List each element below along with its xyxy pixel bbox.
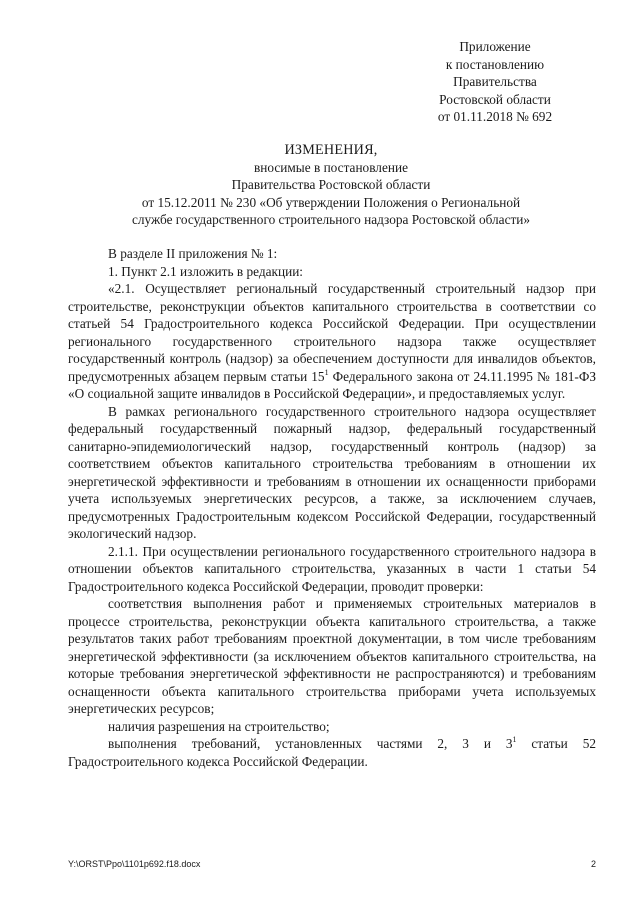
paragraph-requirements (68, 735, 596, 770)
title-heading: ИЗМЕНЕНИЯ, (284, 142, 378, 158)
paragraph-2-1-part-b: Федерального закона от 24.11.1995 № 181-ФЗ «О социальной защите инвалидов в Российской Федерации», и предоставляемых услуг. (68, 368, 596, 401)
page-footer (68, 858, 596, 870)
superscript-1: 1 (324, 367, 329, 377)
superscript-2: 1 (512, 735, 517, 744)
paragraph-section-ref: В разделе II приложения № 1: (108, 246, 278, 261)
paragraph-2-1-1: 2.1.1. При осуществлении регионального государственного строительного надзора в отношении объектов капитального строительства, указанных в части 1 статьи 54 Градостроительного кодекса Российской Федерации, проводит проверки: (68, 543, 596, 594)
paragraph-2-1-part-a: «2.1. Осуществляет региональный государственный строительный надзор при строительстве, реконструкции объектов капитального строительства в соответствии со статьей 54 Градостроительного кодекса Российской Федерации. При осуществлении регионального государственного строительного надзора также осуществляет государственный контроль (надзор) за обеспечением доступности для инвалидов объектов, предусмотренных абзацем первым статьи 15 (68, 281, 596, 384)
appendix-line-1: Приложение (459, 39, 531, 54)
page-number: 2 (590, 859, 596, 869)
document-title (60, 142, 602, 228)
paragraph-requirements-part-a: выполнения требований, установленных частями 2, 3 и 3 (108, 736, 513, 751)
paragraph-compliance: соответствия выполнения работ и применяемых строительных материалов в процессе строительства, реконструкции объекта капитального строительства, а также результатов таких работ требованиям проектной документации, в том числе требованиям энергетической эффективности (за исключением объектов капитального строительства, на которые требования энергетической эффективности не распространяются) и требованиям оснащенности объекта капитального строительства приборами учета используемых энергетических ресурсов; (68, 596, 596, 716)
paragraph-item-1: 1. Пункт 2.1 изложить в редакции: (108, 263, 303, 279)
title-sub-1: вносимые в постановление (254, 160, 408, 176)
paragraph-requirements-part-b: статьи 52 Градостроительного кодекса Российской Федерации. (68, 736, 596, 769)
document-body (68, 245, 596, 770)
paragraph-2-1 (68, 280, 596, 403)
appendix-line-3: Правительства (453, 74, 537, 89)
title-sub-2: Правительства Ростовской области (231, 177, 431, 193)
appendix-line-5: от 01.11.2018 № 692 (437, 109, 553, 124)
appendix-line-2: к постановлению (445, 56, 545, 72)
appendix-line-4: Ростовской области (439, 91, 551, 107)
title-sub-4: службе государственного строительного надзора Ростовской области» (131, 211, 531, 227)
paragraph-regional-supervision: В рамках регионального государственного строительного надзора осуществляет федеральный государственный пожарный надзор, федеральный государственный санитарно-эпидемиологический надзор, государственный контроль (надзор) за соответствием объектов капитального строительства требованиям в отношении их энергетической эффективности и требованиям в отношении их оснащенности приборами учета используемых энергетических ресурсов, а также, за исключением случаев, предусмотренных Градостроительным кодексом Российской Федерации, государственный экологический надзор. (68, 403, 596, 541)
file-path: Y:\ORST\Ppo\1101p692.f18.docx (68, 859, 201, 869)
appendix-header (400, 38, 590, 126)
title-sub-3: от 15.12.2011 № 230 «Об утверждении Положения о Региональной (141, 194, 521, 210)
paragraph-permit: наличия разрешения на строительство; (108, 718, 330, 734)
